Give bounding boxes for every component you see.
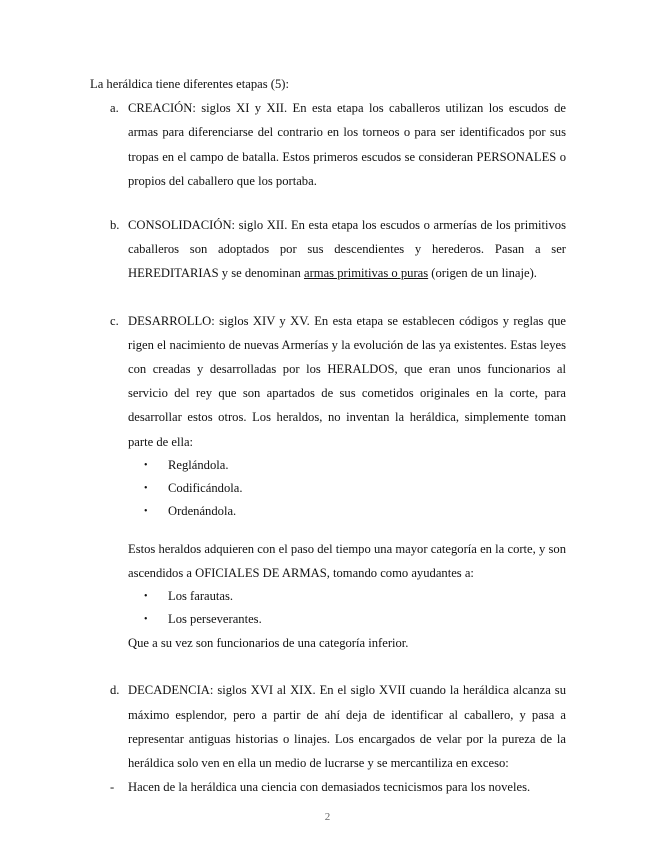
bullet-item [144, 608, 655, 631]
heraldos-paragraph: Estos heraldos adquieren con el paso del tiempo una mayor categoría en la corte, y son ascendidos a OFICIALES DE ARMAS, tomando como ayudantes a: [128, 541, 566, 581]
dash-item [110, 775, 566, 799]
bullet-list-2 [144, 585, 655, 631]
text-before: CONSOLIDACIÓN: siglo XII. En esta etapa los escudos o armerías de los primitivos caballeros son adoptados por sus descendientes y herederos. Pasan a ser HEREDITARIAS y se denominan [128, 218, 566, 281]
bullet-text: Reglándola. [168, 457, 229, 472]
stage-consolidacion [110, 213, 566, 286]
bullet-text: Los perseverantes. [168, 612, 262, 627]
text-after: (origen de un linaje). [428, 266, 537, 281]
bullet-icon: • [144, 459, 148, 471]
bullet-item [144, 477, 655, 500]
bullet-text: Codificándola. [168, 480, 243, 495]
stage-decadencia [110, 678, 566, 775]
bullet-item [144, 585, 655, 608]
bullet-icon: • [144, 614, 148, 626]
bullet-item [144, 500, 655, 523]
page-number: 2 [324, 811, 331, 824]
underlined-term: armas primitivas o puras [303, 266, 429, 281]
bullet-item [144, 454, 655, 477]
inferior-paragraph: Que a su vez son funcionarios de una categoría inferior. [128, 636, 409, 651]
bullet-text: Los farautas. [168, 589, 234, 604]
stage-creacion-text: CREACIÓN: siglos XI y XII. En esta etapa los caballeros utilizan los escudos de armas para diferenciarse del contrario en los torneos o para ser identificados por sus tropas en el campo de batalla. Estos primeros escudos se consideran PERSONALES o propios del caballero que los portaba. [128, 101, 566, 188]
dash-label: - [110, 780, 115, 795]
bullet-icon: • [144, 591, 148, 603]
list-label-a: a. [110, 101, 119, 116]
dash-item-text: Hacen de la heráldica una ciencia con demasiados tecnicismos para los noveles. [128, 780, 531, 795]
stage-desarrollo-text: DESARROLLO: siglos XIV y XV. En esta etapa se establecen códigos y reglas que rigen el nacimiento de nuevas Armerías y la evolución de las ya existentes. Estas leyes con creadas y desarrolladas por los HERALDOS, que eran unos funcionarios al servicio del rey que son apartados de sus cometidos originales en la corte, para desarrollar estos otros. Los heraldos, no inventan la heráldica, simplemente toman parte de ella: [128, 313, 566, 449]
bullet-icon: • [144, 482, 148, 494]
list-label-b: b. [110, 218, 120, 233]
list-label-d: d. [110, 683, 120, 698]
intro-text: La heráldica tiene diferentes etapas (5): [90, 77, 289, 91]
stage-creacion [110, 96, 566, 193]
stage-desarrollo [110, 309, 566, 454]
list-label-c: c. [110, 313, 119, 328]
bullet-list [144, 454, 655, 523]
bullet-icon: • [144, 505, 148, 517]
bullet-text: Ordenándola. [168, 503, 237, 518]
stage-decadencia-text: DECADENCIA: siglos XVI al XIX. En el siglo XVII cuando la heráldica alcanza su máximo esplendor, pero a partir de ahí deja de identificar al caballero, y pasa a representar antiguas historias o linajes. Los encargados de velar por la pureza de la heráldica solo ven en ella un medio de lucrarse y se mercantiliza en exceso: [128, 683, 566, 771]
